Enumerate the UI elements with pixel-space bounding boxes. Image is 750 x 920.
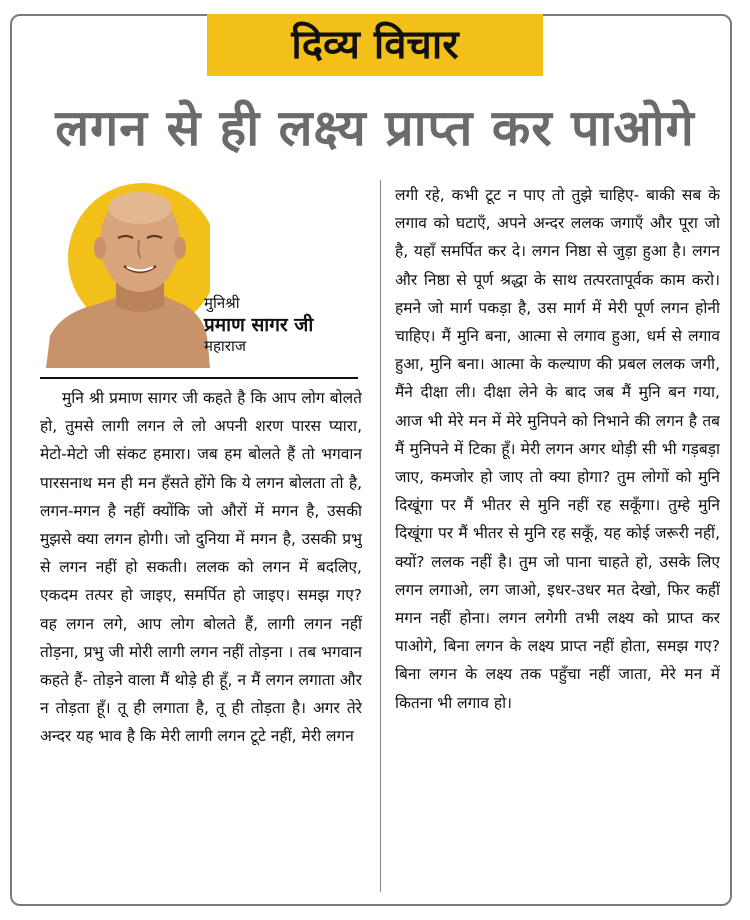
column-divider	[380, 180, 381, 892]
author-prefix: मुनिश्री	[204, 294, 240, 312]
section-title: दिव्य विचार	[291, 22, 459, 68]
portrait-left-ear	[94, 237, 106, 259]
author-photo	[40, 178, 210, 368]
article-column-left: मुनि श्री प्रमाण सागर जी कहते है कि आप लोग बोलते हो, तुमसे लागी लगन ले लो अपनी शरण पारस प्यारा, मेटो-मेटो जी संकट हमारा। जब हम बोलते हैं तो भगवान पारसनाथ मन ही मन हँसते होंगे कि ये लगन बोलता तो है, लगन-मगन है नहीं क्योंकि जो औरों में मगन है, उसकी मुझसे क्या लगन होगी। जो दुनिया में मगन है, उसकी प्रभु से लगन नहीं हो सकती। ललक को लगन में बदलिए, एकदम तत्पर हो जाइए, समर्पित हो जाइए। समझ गए? वह लगन लगे, आप लोग बोलते हैं, लागी लगन नहीं तोड़ना, प्रभु जी मोरी लागी लगन नहीं तोड़ना । तब भगवान कहते हैं- तोड़ने वाला मैं थोड़े ही हूँ, न मैं लगन लगाता और न तोड़ता हूँ। तू ही लगाता है, तू ही तोड़ता है। अगर तेरे अन्दर यह भाव है कि मेरी लागी लगन टूटे नहीं, मेरी लगन	[40, 389, 362, 746]
author-suffix: महाराज	[204, 337, 246, 355]
portrait-right-ear	[174, 237, 186, 259]
byline-divider	[40, 377, 358, 379]
section-banner	[207, 14, 543, 76]
article-column-right: लगी रहे, कभी टूट न पाए तो तुझे चाहिए- बाकी सब के लगाव को घटाएँ, अपने अन्दर ललक जगाएँ और पूरा जो है, यहाँ समर्पित कर दे। लगन निष्ठा से जुड़ा हुआ है। लगन और निष्ठा से पूर्ण श्रद्धा के साथ तत्परतापूर्वक काम करो। हमने जो मार्ग पकड़ा है, उस मार्ग में मेरी पूर्ण लगन होनी चाहिए। मैं मुनि बना, आत्मा से लगाव हुआ, धर्म से लगाव हुआ, मुनि बना। आत्मा के कल्याण की प्रबल ललक जगी, मैंने दीक्षा ली। दीक्षा लेने के बाद जब मैं मुनि बन गया, आज भी मेरे मन में मेरे मुनिपने को निभाने की लगन है तब मैं मुनिपने में टिका हूँ। मेरी लगन अगर थोड़ी सी भी गड़बड़ा जाए, कमजोर हो जाए तो क्या होगा? तुम लोगों को मुनि दिखूंगा पर मैं भीतर से मुनि नहीं रह सकूँगा। तुम्हे मुनि दिखूंगा पर मैं भीतर से मुनि रह सकूँ, यह कोई जरूरी नहीं, क्यों? ललक नहीं है। तुम जो पाना चाहते हो, उसके लिए लगन लगाओ, लग जाओ, इधर-उधर मत देखो, फिर कहीं मगन नहीं होना। लगन लगेगी तभी लक्ष्य को प्राप्त कर पाओगे, बिना लगन के लक्ष्य प्राप्त नहीं होता, समझ गए? बिना लगन के लक्ष्य तक पहुँचा नहीं जाता, मेरे मन में कितना भी लगाव हो।	[395, 186, 720, 712]
author-name: प्रमाण सागर जी	[204, 314, 314, 336]
portrait-scalp-highlight	[108, 192, 172, 224]
author-byline	[204, 294, 374, 356]
author-portrait	[40, 178, 210, 368]
article-headline: लगन से ही लक्ष्य प्राप्त कर पाओगे	[55, 99, 695, 157]
